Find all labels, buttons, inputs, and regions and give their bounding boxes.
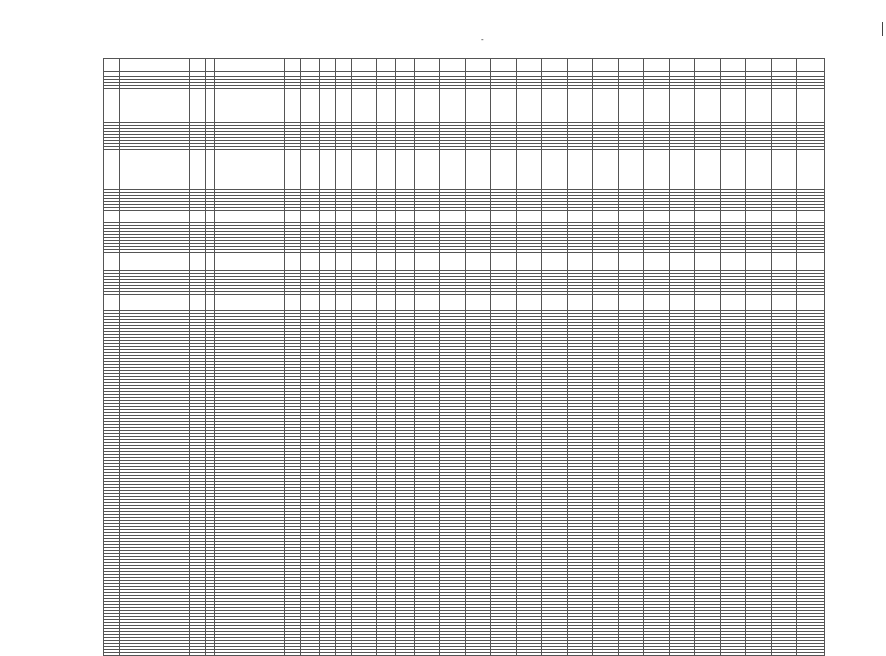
table-cell [771, 150, 797, 190]
table-cell [205, 295, 214, 311]
table-cell [644, 211, 670, 223]
table-cell [771, 295, 797, 311]
table-cell [644, 150, 670, 190]
table-cell [414, 253, 440, 271]
table-cell [414, 653, 440, 656]
table-cell [120, 211, 190, 223]
table-cell [301, 89, 320, 123]
header-cell [771, 59, 797, 72]
table-cell [104, 253, 120, 271]
table-cell [567, 653, 593, 656]
table-cell [335, 211, 351, 223]
table-cell [669, 211, 695, 223]
table-cell [516, 295, 542, 311]
header-cell [301, 59, 320, 72]
table-cell [377, 253, 396, 271]
table-cell [516, 211, 542, 223]
table-cell [746, 211, 772, 223]
table-cell [644, 295, 670, 311]
table-cell [189, 253, 205, 271]
table-cell [335, 150, 351, 190]
table-cell [440, 211, 466, 223]
table-cell [567, 295, 593, 311]
table-cell [644, 653, 670, 656]
table-cell [746, 295, 772, 311]
table-cell [335, 295, 351, 311]
table-cell [567, 150, 593, 190]
table-cell [771, 253, 797, 271]
table-cell [618, 89, 644, 123]
table-cell [720, 653, 746, 656]
table-cell [491, 89, 517, 123]
header-cell [351, 59, 377, 72]
header-cell [669, 59, 695, 72]
table-cell [567, 211, 593, 223]
table-cell [335, 253, 351, 271]
table-cell [104, 211, 120, 223]
table-cell [351, 211, 377, 223]
table-cell [351, 295, 377, 311]
table-cell [746, 150, 772, 190]
table-cell [542, 150, 568, 190]
table-cell [491, 295, 517, 311]
table-cell [319, 295, 335, 311]
table-cell [335, 89, 351, 123]
table-body [104, 77, 825, 656]
table-cell [720, 295, 746, 311]
table-cell [465, 295, 491, 311]
table-cell [396, 295, 415, 311]
header-cell [720, 59, 746, 72]
table-cell [351, 89, 377, 123]
table-cell [669, 89, 695, 123]
header-cell [516, 59, 542, 72]
header-cell [618, 59, 644, 72]
table-cell [746, 253, 772, 271]
table-cell [414, 150, 440, 190]
table-cell [491, 150, 517, 190]
table-cell [669, 150, 695, 190]
header-cell [284, 59, 300, 72]
table-cell [618, 253, 644, 271]
table-cell [542, 295, 568, 311]
table-cell [542, 653, 568, 656]
table-cell [396, 89, 415, 123]
table-row [104, 253, 825, 271]
header-cell [465, 59, 491, 72]
table-cell [319, 150, 335, 190]
table-cell [695, 295, 721, 311]
table-cell [465, 253, 491, 271]
header-row [104, 59, 825, 72]
table-cell [319, 253, 335, 271]
table-cell [205, 253, 214, 271]
table-cell [720, 253, 746, 271]
table-cell [319, 89, 335, 123]
table-cell [669, 253, 695, 271]
table-cell [618, 211, 644, 223]
table-cell [618, 295, 644, 311]
table-cell [215, 211, 285, 223]
table-cell [746, 89, 772, 123]
table-row [104, 150, 825, 190]
table-cell [593, 211, 619, 223]
table-cell [593, 150, 619, 190]
table-cell [746, 653, 772, 656]
table-cell [695, 150, 721, 190]
table-cell [797, 295, 825, 311]
header-cell [377, 59, 396, 72]
table-cell [120, 295, 190, 311]
table-cell [319, 211, 335, 223]
table-cell [189, 150, 205, 190]
table-cell [491, 211, 517, 223]
table-cell [301, 653, 320, 656]
table-cell [120, 253, 190, 271]
header-cell [695, 59, 721, 72]
table-row [104, 211, 825, 223]
header-cell [319, 59, 335, 72]
table-cell [695, 253, 721, 271]
table-cell [215, 653, 285, 656]
table-cell [377, 150, 396, 190]
table-cell [542, 253, 568, 271]
table-cell [414, 211, 440, 223]
table-cell [377, 211, 396, 223]
table-cell [644, 253, 670, 271]
table-cell [284, 89, 300, 123]
table-cell [440, 150, 466, 190]
table-cell [797, 150, 825, 190]
table-cell [644, 89, 670, 123]
page-mark: - [481, 35, 484, 44]
table-cell [440, 653, 466, 656]
table-cell [189, 653, 205, 656]
table-cell [593, 89, 619, 123]
header-cell [440, 59, 466, 72]
header-cell [542, 59, 568, 72]
table-cell [695, 653, 721, 656]
table-cell [542, 211, 568, 223]
table-cell [335, 653, 351, 656]
table-cell [771, 89, 797, 123]
header-cell [396, 59, 415, 72]
table-cell [516, 253, 542, 271]
table-cell [301, 211, 320, 223]
table-cell [284, 253, 300, 271]
table-cell [797, 253, 825, 271]
table-cell [120, 653, 190, 656]
header-cell [567, 59, 593, 72]
table-cell [377, 295, 396, 311]
table-cell [593, 653, 619, 656]
table-cell [205, 653, 214, 656]
header-cell [120, 59, 190, 72]
table-cell [396, 653, 415, 656]
table-cell [465, 89, 491, 123]
table-cell [720, 89, 746, 123]
table-cell [205, 211, 214, 223]
table-cell [720, 211, 746, 223]
header-cell [491, 59, 517, 72]
table-cell [351, 653, 377, 656]
table-cell [215, 150, 285, 190]
scan-edge [882, 22, 886, 36]
table-cell [797, 653, 825, 656]
table-cell [301, 150, 320, 190]
table-cell [491, 253, 517, 271]
table-cell [120, 89, 190, 123]
table-cell [465, 211, 491, 223]
table-cell [695, 89, 721, 123]
table-cell [215, 89, 285, 123]
table-cell [593, 295, 619, 311]
table-cell [351, 253, 377, 271]
table-cell [215, 253, 285, 271]
table-cell [567, 89, 593, 123]
table-cell [396, 211, 415, 223]
table-cell [771, 653, 797, 656]
table-cell [284, 211, 300, 223]
table-cell [189, 89, 205, 123]
table-cell [284, 653, 300, 656]
table-cell [465, 653, 491, 656]
table-row [104, 295, 825, 311]
header-cell [104, 59, 120, 72]
table-cell [771, 211, 797, 223]
table-cell [414, 295, 440, 311]
table-cell [797, 211, 825, 223]
table-cell [284, 150, 300, 190]
table-cell [465, 150, 491, 190]
table-cell [377, 89, 396, 123]
table-cell [301, 295, 320, 311]
table-cell [396, 253, 415, 271]
header-cell [414, 59, 440, 72]
table-cell [301, 253, 320, 271]
table-cell [104, 150, 120, 190]
table-cell [205, 150, 214, 190]
table-cell [189, 211, 205, 223]
table-cell [516, 150, 542, 190]
table-cell [351, 150, 377, 190]
table-cell [669, 653, 695, 656]
table-cell [215, 295, 285, 311]
table-cell [593, 253, 619, 271]
header-cell [593, 59, 619, 72]
table-cell [104, 89, 120, 123]
table-cell [396, 150, 415, 190]
table-cell [104, 653, 120, 656]
table-cell [120, 150, 190, 190]
table-cell [104, 295, 120, 311]
table-cell [618, 150, 644, 190]
table-cell [284, 295, 300, 311]
table-cell [797, 89, 825, 123]
table-cell [319, 653, 335, 656]
table-cell [205, 89, 214, 123]
data-table [103, 58, 825, 656]
table-cell [491, 653, 517, 656]
table-cell [377, 653, 396, 656]
table-cell [516, 89, 542, 123]
table-cell [414, 89, 440, 123]
header-cell [644, 59, 670, 72]
table-cell [516, 653, 542, 656]
header-cell [205, 59, 214, 72]
table-cell [542, 89, 568, 123]
table-cell [567, 253, 593, 271]
header-cell [189, 59, 205, 72]
table-cell [618, 653, 644, 656]
table-cell [720, 150, 746, 190]
table-row [104, 89, 825, 123]
header-cell [797, 59, 825, 72]
table-cell [695, 211, 721, 223]
table-cell [440, 253, 466, 271]
table-cell [440, 295, 466, 311]
table-cell [440, 89, 466, 123]
header-cell [746, 59, 772, 72]
header-cell [215, 59, 285, 72]
table-cell [669, 295, 695, 311]
document-sheet [103, 58, 825, 594]
table-row [104, 653, 825, 656]
table-cell [189, 295, 205, 311]
header-cell [335, 59, 351, 72]
